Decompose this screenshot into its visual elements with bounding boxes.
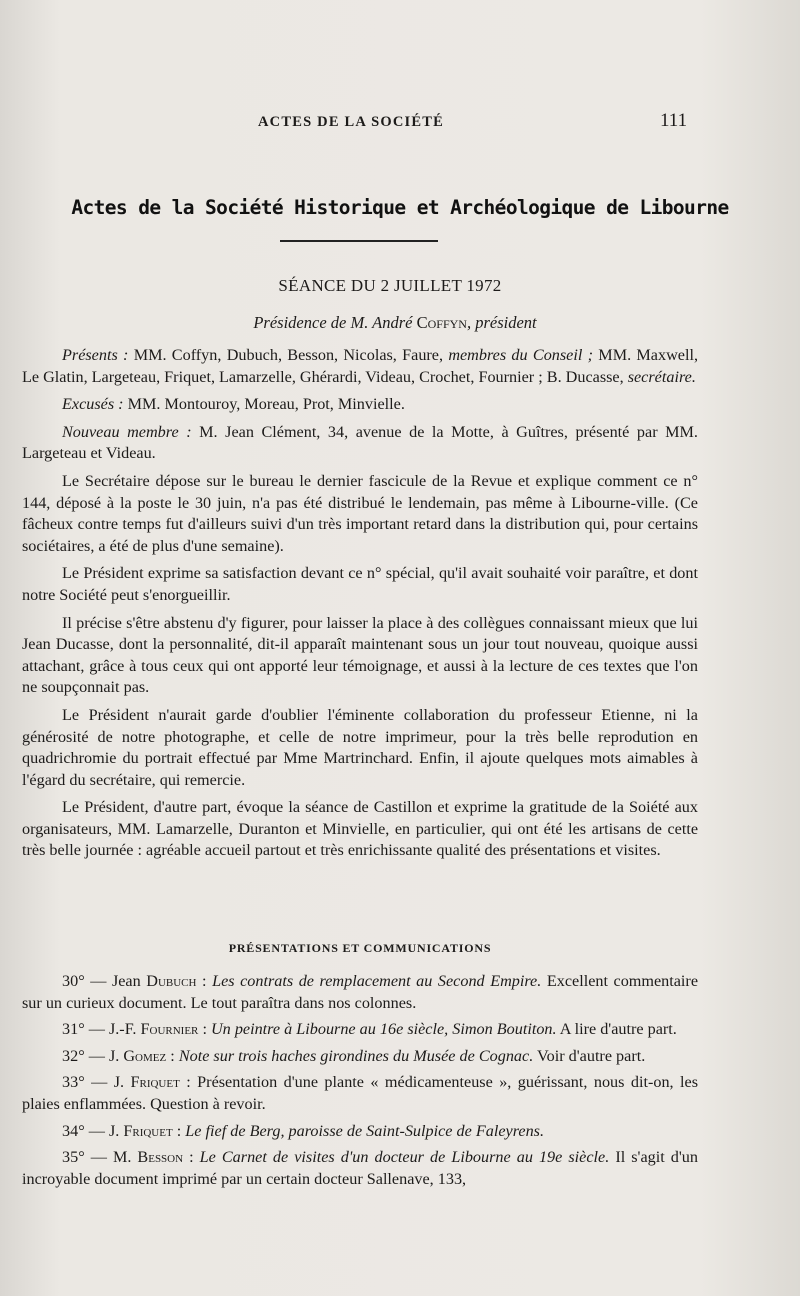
paragraph: Le Président exprime sa satisfaction devant ce n° spécial, qu'il avait souhaité voir paraître, et dont notre Société peut s'enorgueillir.: [22, 564, 698, 604]
paragraph: Le Président, d'autre part, évoque la séance de Castillon et exprime la gratitude de la Soiété aux organisateurs, MM. Lamarzelle, Duranton et Minvielle, en particulier, qui ont été les artisans de cette très belle journée : agréable accueil partout et très enrichissante qualité des présentations et visites.: [22, 798, 698, 860]
author-prefix: J.: [113, 1073, 131, 1092]
present-text-2: MM. Maxwell, Le Glatin, Largeteau, Friquet, Lamarzelle, Ghérardi, Videau, Crochet, Fournier ; B. Ducasse,: [22, 346, 699, 386]
communication-note: A lire d'autre part.: [556, 1020, 677, 1039]
communication-item: [22, 1147, 698, 1190]
communication-item: [22, 1121, 698, 1143]
paragraph: Il précise s'être abstenu d'y figurer, pour laisser la place à des collègues connaissant mieux que lui Jean Ducasse, dont la personnalité, dit-il apparaît maintenant sous un jour tout nouveau, quoique aussi attachant, grâce à tous ceux qui ont apporté leur témoignage, et aussi à la lecture de ces textes que l'on ne soupçonnait pas.: [22, 613, 698, 697]
running-header: [0, 110, 800, 140]
author-prefix: J.-F.: [108, 1020, 141, 1039]
communication-title: Le Carnet de visites d'un docteur de Libourne au 19e siècle.: [199, 1148, 610, 1167]
present-text-1: MM. Coffyn, Dubuch, Besson, Nicolas, Faure,: [128, 346, 449, 364]
author-name: Fournier: [140, 1020, 199, 1039]
author-prefix: Jean: [111, 972, 147, 990]
president-name: Coffyn: [416, 313, 467, 332]
title-divider: [280, 240, 438, 242]
author-name: Friquet: [123, 1121, 173, 1140]
author-name: Besson: [137, 1148, 184, 1167]
excused-label: Excusés :: [62, 395, 124, 414]
communication-note: Voir d'autre part.: [533, 1046, 646, 1065]
section-heading: PRÉSENTATIONS ET COMMUNICATIONS: [228, 941, 492, 955]
separator: :: [198, 1020, 211, 1039]
communication-note: Présentation d'une plante « médicamenteuse », guérissant, nous dit-on, les plaies enflammées. Question à revoir.: [22, 1073, 698, 1113]
communication-item: [22, 1072, 698, 1115]
author-name: Gomez: [123, 1046, 167, 1065]
item-number: 34° —: [62, 1121, 109, 1140]
communication-note: Il s'agit d'un incroyable document imprimé par un certain docteur Sallenave, 133,: [22, 1148, 698, 1188]
present-secretary: secrétaire.: [627, 367, 696, 386]
page-number: 111: [660, 110, 688, 131]
separator: :: [166, 1046, 179, 1065]
new-member-text: M. Jean Clément, 34, avenue de la Motte, à Guîtres, présenté par MM. Largeteau et Videau.: [22, 422, 698, 463]
excused-paragraph: [22, 394, 698, 416]
author-prefix: J.: [108, 1046, 124, 1065]
communication-item: [22, 1046, 698, 1068]
communication-title: Les contrats de remplacement au Second Empire.: [212, 972, 542, 990]
item-number: 32° —: [62, 1046, 109, 1065]
separator: :: [183, 1148, 200, 1167]
paragraph: Le Président n'aurait garde d'oublier l'éminente collaboration du professeur Etienne, ni la générosité de notre photographe, et celle de notre imprimeur, pour la très belle reprodution en quadrichromie du portrait effectué par Mme Martrinchard. Enfin, il ajoute quelques mots aimables à l'égard du secrétaire, qui remercie.: [22, 705, 698, 789]
author-name: Dubuch: [146, 972, 197, 990]
separator: :: [196, 972, 213, 990]
communications-list: [22, 971, 698, 1195]
communication-title: Un peintre à Libourne au 16e siècle, Simon Boutiton.: [210, 1020, 557, 1039]
presidency-prefix: Présidence de M. André: [253, 313, 417, 332]
communication-item: [22, 1019, 698, 1041]
excused-text: MM. Montouroy, Moreau, Prot, Minvielle.: [123, 395, 405, 414]
present-paragraph: [22, 345, 698, 388]
author-prefix: J.: [108, 1121, 124, 1140]
running-title: ACTES DE LA SOCIÉTÉ: [258, 114, 444, 130]
communication-note: Excellent commentaire sur un curieux document. Le tout paraîtra dans nos colonnes.: [22, 972, 699, 1012]
item-number: 33° —: [62, 1073, 114, 1092]
session-heading: SÉANCE DU 2 JUILLET 1972: [278, 276, 502, 295]
item-number: 31° —: [62, 1020, 109, 1039]
author-prefix: M.: [112, 1148, 138, 1167]
communication-item: [22, 971, 698, 1014]
communication-title: Le fief de Berg, paroisse de Saint-Sulpice de Faleyrens.: [185, 1121, 545, 1140]
document-title: Actes de la Société Historique et Archéologique de Libourne: [71, 196, 729, 219]
item-number: 35° —: [62, 1148, 113, 1167]
presidency-suffix: , président: [466, 313, 537, 332]
item-number: 30° —: [62, 972, 112, 990]
presidency-line: [0, 313, 790, 333]
present-council: membres du Conseil ;: [448, 346, 594, 364]
separator: :: [172, 1121, 186, 1140]
minutes-body: [22, 345, 698, 868]
communication-title: Note sur trois haches girondines du Musée de Cognac.: [178, 1046, 534, 1065]
new-member-label: Nouveau membre :: [62, 422, 192, 441]
paragraph: Le Secrétaire dépose sur le bureau le dernier fascicule de la Revue et explique comment ce n° 144, déposé à la poste le 30 juin, n'a pas été distribué le lendemain, pas même à Libourne-ville. (Ce fâcheux contre temps fut d'ailleurs suivi d'un très important retard dans la distribution qui, pour certains sociétaires, a été de plus d'une semaine).: [22, 471, 698, 555]
present-label: Présents :: [62, 346, 129, 364]
separator: :: [179, 1073, 198, 1092]
new-member-paragraph: [22, 422, 698, 465]
author-name: Friquet: [130, 1073, 180, 1092]
